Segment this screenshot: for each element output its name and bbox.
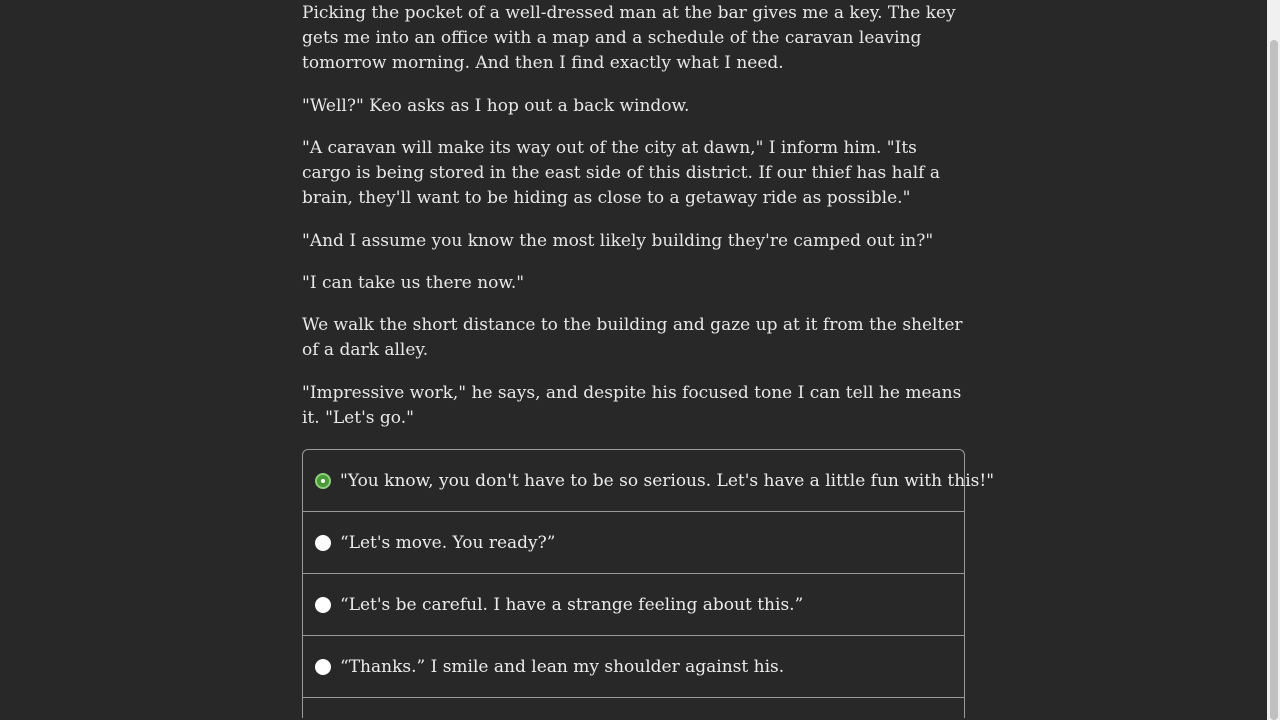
radio-icon[interactable] — [315, 597, 331, 613]
choice-label: “Let's move. You ready?” — [340, 532, 556, 553]
radio-selected-icon[interactable] — [315, 473, 331, 489]
story-paragraph: "Impressive work," he says, and despite his focused tone I can tell he means it. "Let's go." — [302, 383, 962, 428]
scrollbar[interactable] — [1267, 0, 1280, 720]
radio-icon[interactable] — [315, 659, 331, 675]
scrollbar-thumb[interactable] — [1270, 40, 1278, 720]
story-paragraph: "A caravan will make its way out of the city at dawn," I inform him. "Its cargo is being stored in the east side of this district. If our thief has half a brain, they'll want to be hiding as close to a getaway ride as possible." — [302, 138, 940, 208]
radio-icon[interactable] — [315, 535, 331, 551]
choice-option-4[interactable] — [303, 636, 964, 698]
choice-label: “Let's be careful. I have a strange feeling about this.” — [340, 594, 804, 615]
choice-option-3[interactable] — [303, 574, 964, 636]
choice-option-5[interactable] — [303, 698, 964, 718]
story-paragraph: Picking the pocket of a well-dressed man at the bar gives me a key. The key gets me into an office with a map and a schedule of the caravan leaving tomorrow morning. And then I find exactly what I need. — [302, 3, 956, 73]
story-paragraph: We walk the short distance to the building and gaze up at it from the shelter of a dark alley. — [302, 315, 963, 360]
choice-label: "You know, you don't have to be so serious. Let's have a little fun with this!" — [340, 470, 995, 491]
choice-option-1[interactable] — [303, 450, 995, 512]
story-paragraph: "And I assume you know the most likely building they're camped out in?" — [302, 231, 934, 251]
story-paragraph: "I can take us there now." — [302, 273, 525, 293]
story-paragraph: "Well?" Keo asks as I hop out a back window. — [302, 96, 690, 116]
choice-option-2[interactable] — [303, 512, 964, 574]
choice-label: “Thanks.” I smile and lean my shoulder against his. — [340, 656, 785, 677]
choice-list — [302, 449, 995, 718]
